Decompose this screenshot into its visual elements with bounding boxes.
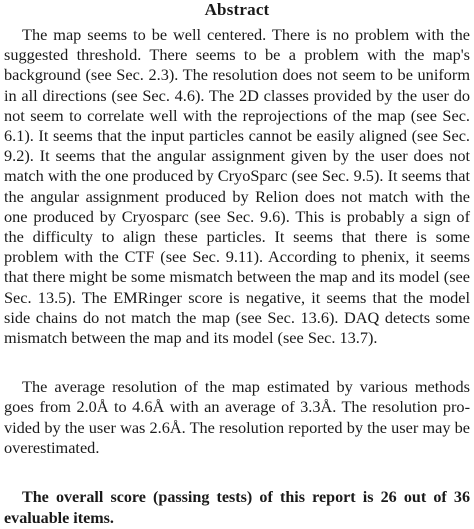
abstract-paragraph-findings: The map seems to be well centered. There is no problem with the suggested threshold. There seems to be a problem with the map's background (see Sec. 2.3). The resolution does not seem to be uniform in all directions (see Sec. 4.6). The 2D classes provided by the user do not seem to correlate well with the reprojections of the map (see Sec. 6.1). It seems that the input particles cannot be easily aligned (see Sec. 9.2). It seems that the angular assignment given by the user does not match with the one produced by CryoSparc (see Sec. 9.5). It seems that the angular assignment produced by Relion does not match with the one produced by Cryosparc (see Sec. 9.6). This is probably a sign of the difficulty to align these particles. It seems that there is some problem with the CTF (see Sec. 9.11). According to phenix, it seems that there might be some mismatch between the map and its model (see Sec. 13.5). The EMRinger score is negative, it seems that the model side chains do not match the map (see Sec. 13.6). DAQ detects some mismatch between the map and its model (see Sec. 13.7). [4, 25, 470, 348]
abstract-paragraph-resolution: The average resolution of the map estimated by various methods goes from 2.0Å to 4.6Å with an average of 3.3Å. The resolution provided by the user was 2.6Å. The resolution reported by the user may be overestimated. [4, 377, 470, 457]
abstract-paragraph-overall-score: The overall score (passing tests) of this report is 26 out of 36 evaluable items. [4, 489, 470, 527]
abstract-heading: Abstract [204, 0, 270, 19]
document-page [4, 0, 470, 529]
